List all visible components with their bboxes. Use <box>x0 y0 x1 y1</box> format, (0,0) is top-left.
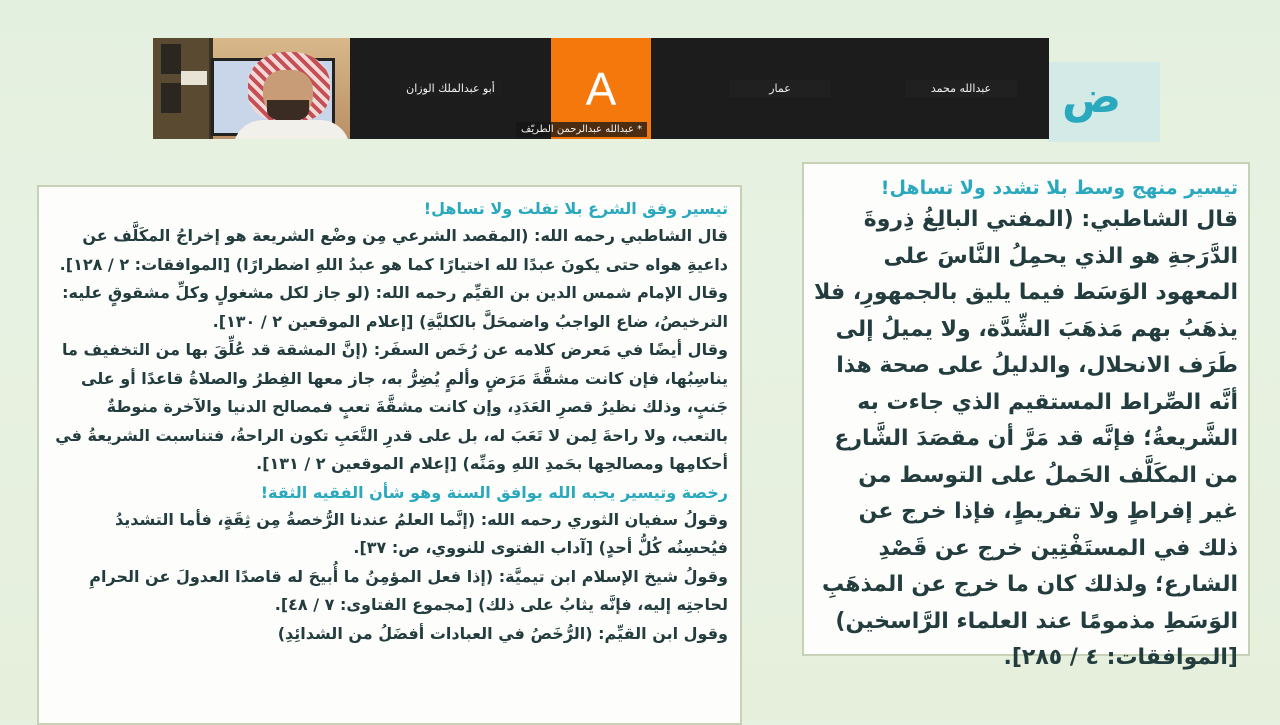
left-text-panel <box>37 185 742 725</box>
active-speaker-label: * عبدالله عبدالرحمن الطريّف <box>516 122 647 137</box>
quote-paragraph: وقولُ شيخ الإسلام ابن تيميَّة: (إذا فعل المؤمِنُ ما أُبيحَ له قاصدًا العدولَ عن الحرامِ لحاجتِه إليه، فإنَّه يثابُ على ذلك) [مجموع الفتاوى: ٧ / ٤٨]. <box>51 563 728 620</box>
participant-name: أبو عبدالملك الوزان <box>400 80 501 97</box>
participant-name[interactable]: عمار <box>729 80 831 97</box>
video-participant-strip <box>153 38 1049 139</box>
quote-paragraph: قال الشاطبي: (المفتي البالِغُ ذِروةَ الدَّرَجةِ هو الذي يحمِلُ النَّاسَ على المعهود الوَسَط فيما يليق بالجمهورِ، فلا يذهَبُ بهم مَذهَبَ الشِّدَّة، ولا يميلُ إلى طَرَف الانحلال، والدليلُ على صحة هذا أنَّه الصِّراط المستقيم الذي جاءت به الشَّريعةُ؛ فإنَّه قد مَرَّ أن مقصَدَ الشَّارع من المكَلَّف الحَملُ على التوسط من غير إفراطٍ ولا تفريطٍ، فإذا خرج عن ذلك في المستَفْتِين خرج عن قَصْدِ الشارع؛ ولذلك كان ما خرج عن المذهَبِ الوَسَطِ مذمومًا عند العلماء الرَّاسخين) [الموافقات: ٤ / ٢٨٥]. <box>814 202 1238 677</box>
section-heading: رخصة وتيسير يحبه الله يوافق السنة وهو شأن الفقيه الثقة! <box>51 479 728 506</box>
section-heading: تيسير وفق الشرع بلا تفلت ولا تساهل! <box>51 195 728 222</box>
camera-person-body <box>233 120 350 139</box>
camera-door <box>153 38 213 139</box>
camera-person-beard <box>267 100 309 122</box>
quote-paragraph: وقال الإمام شمس الدين بن القيِّم رحمه الله: (لو جاز لكل مشغولٍ وكلِّ مشقوقٍ عليه: الترخيصُ، ضاع الواجبُ واضمحَلَّ بالكليَّةِ) [إعلام الموقعين ٢ / ١٣٠]. <box>51 279 728 336</box>
quote-paragraph: وقال أيضًا في مَعرض كلامه عن رُخَص السفَر: (إنَّ المشقة قد عُلِّقَ بها من التخفيف ما يناسِبُها، فإن كانت مشقَّةَ مَرَضٍ وألمٍ يُضِرُّ به، جاز معها الفِطرُ والصلاةُ قاعدًا أو على جَنبٍ، وذلك نظيرُ قصرِ العَدَدِ، وإن كانت مشقَّةَ تعبٍ فمصالح الدنيا والآخرة منوطةٌ بالتعب، ولا راحةَ لِمن لا تَعَبَ له، بل على قدرِ التَّعَبِ تكون الراحةُ، فتناسبت الشريعةُ في أحكامِها ومصالحِها بحَمدِ اللهِ ومَنِّه) [إعلام الموقعين ٢ / ١٣١]. <box>51 336 728 479</box>
right-text-panel <box>802 162 1250 656</box>
participant-video-tile[interactable] <box>153 38 350 139</box>
camera-door-sign <box>181 71 207 85</box>
avatar-initial: A <box>586 62 617 116</box>
quote-paragraph: قال الشاطبي رحمه الله: (المقصد الشرعي مِن وضْع الشريعة هو إخراجُ المكَلَّف عن داعيةِ هواه حتى يكونَ عبدًا لله اختيارًا كما هو عبدُ اللهِ اضطرارًا) [الموافقات: ٢ / ١٢٨]. <box>51 222 728 279</box>
participant-tiles-group <box>651 38 1049 139</box>
quote-paragraph: وقولُ سفيان الثوري رحمه الله: (إنَّما العلمُ عندنا الرُّخصةُ مِن ثِقَةٍ، فأما التشديدُ فيُحسِنُه كُلُّ أحدٍ) [آداب الفتوى للنووي، ص: ٣٧]. <box>51 506 728 563</box>
slide-title-fragment: ض <box>1062 72 1121 123</box>
quote-paragraph: وقول ابن القيِّم: (الرُّخَصُ في العبادات أفضَلُ من الشدائِدِ) <box>51 620 728 649</box>
participant-name[interactable]: عبدالله محمد <box>905 80 1017 97</box>
section-heading: تيسير منهج وسط بلا تشدد ولا تساهل! <box>814 174 1238 202</box>
